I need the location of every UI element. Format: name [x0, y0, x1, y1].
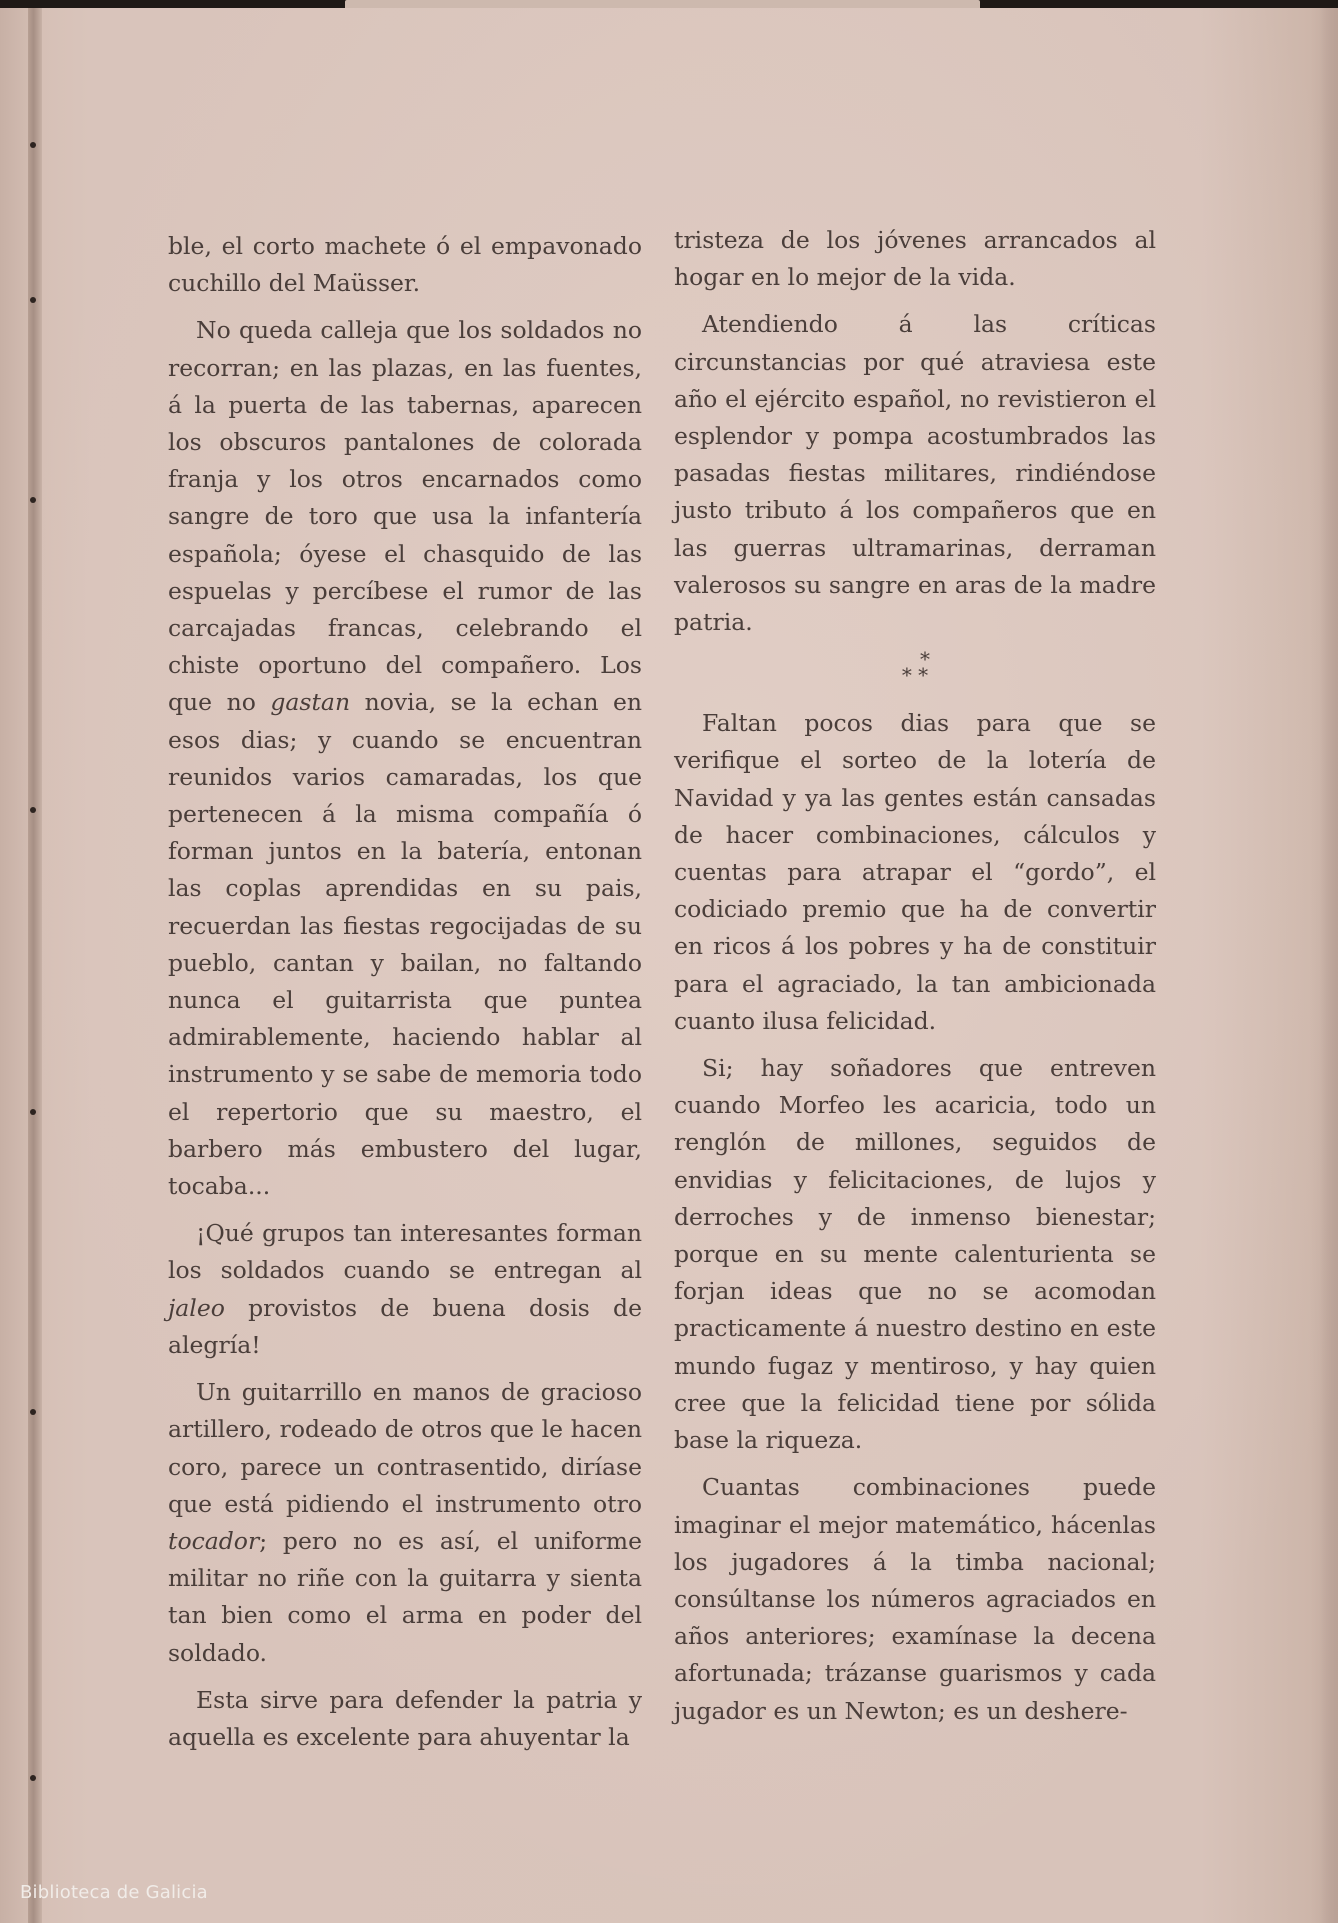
italic-word: tocador	[168, 1526, 260, 1555]
page-right-edge	[1320, 8, 1338, 1923]
binding-stitch	[30, 142, 36, 148]
paragraph: tristeza de los jóvenes arrancados al hogar en lo mejor de la vida.	[674, 226, 1156, 292]
right-text-column	[674, 222, 1156, 1740]
paragraph: Un guitarrillo en manos de gracioso artillero, rodeado de otros que le hacen coro, parece un contrasentido, diríase que está pidiendo el instrumento otro tocador; pero no es así, el uniforme militar no riñe con la guitarra y sienta tan bien como el arma en poder del soldado.	[168, 1378, 642, 1667]
paragraph: Cuantas combinaciones puede imaginar el mejor matemático, hácenlas los jugadores á la timba nacional; consúltanse los números agraciados en años anteriores; examínase la decena afortunada; trázanse guarismos y cada jugador es un Newton; es un deshere-	[674, 1473, 1156, 1725]
italic-word: jaleo	[168, 1293, 225, 1322]
paragraph: Esta sirve para defender la patria y aquella es excelente para ahuyentar la	[168, 1685, 642, 1751]
paragraph: No queda calleja que los soldados no recorran; en las plazas, en las fuentes, á la puerta de las tabernas, aparecen los obscuros pantalones de colorada franja y los otros encarnados como sangre de toro que usa la infantería española; óyese el chasquido de las espuelas y percíbese el rumor de las carcajadas francas, celebrando el chiste oportuno del compañero. Los que no gastan novia, se la echan en esos dias; y cuando se encuentran reunidos varios camaradas, los que pertenecen á la misma compañía ó forman juntos en la batería, entonan las coplas aprendidas en su pais, recuerdan las fiestas regocijadas de su pueblo, cantan y bailan, no faltando nunca el guitarrista que puntea admirablemente, haciendo hablar al instrumento y se sabe de memoria todo el repertorio que su maestro, el barbero más embustero del lugar, tocaba...	[168, 316, 642, 1201]
italic-word: gastan	[270, 688, 351, 717]
binding-stitch	[30, 297, 36, 303]
paragraph: ¡Qué grupos tan interesantes forman los soldados cuando se entregan al jaleo provistos de buena dosis de alegría!	[168, 1219, 642, 1359]
binding-stitch	[30, 1109, 36, 1115]
paragraph: Faltan pocos dias para que se verifique el sorteo de la lotería de Navidad y ya las gentes están cansadas de hacer combinaciones, cálculos y cuentas para atrapar el “gordo”, el codiciado premio que ha de convertir en ricos á los pobres y ha de constituir para el agraciado, la tan ambicionada cuanto ilusa felicidad.	[674, 709, 1156, 1035]
paragraph: ble, el corto machete ó el empavonado cuchillo del Maüsser.	[168, 232, 642, 298]
left-text-column	[168, 228, 642, 1766]
binding-stitch	[30, 1409, 36, 1415]
binding-stitch	[30, 1775, 36, 1781]
asterism-divider: * * *	[901, 647, 930, 688]
binding-stitch	[30, 497, 36, 503]
binding-stitch	[30, 807, 36, 813]
paragraph: Atendiendo á las críticas circunstancias por qué atraviesa este año el ejército español, no revistieron el esplendor y pompa acostumbrados las pasadas fiestas militares, rindiéndose justo tributo á los compañeros que en las guerras ultramarinas, derraman valerosos su sangre en aras de la madre patria.	[674, 310, 1156, 637]
binding-spine	[28, 8, 42, 1923]
library-watermark: Biblioteca de Galicia	[20, 1882, 208, 1903]
paragraph: Si; hay soñadores que entreven cuando Morfeo les acaricia, todo un renglón de millones, seguidos de envidias y felicitaciones, de lujos y derroches y de inmenso bienestar; porque en su mente calenturienta se forjan ideas que no se acomodan practicamente á nuestro destino en este mundo fugaz y mentiroso, y hay quien cree que la felicidad tiene por sólida base la riqueza.	[674, 1054, 1156, 1455]
